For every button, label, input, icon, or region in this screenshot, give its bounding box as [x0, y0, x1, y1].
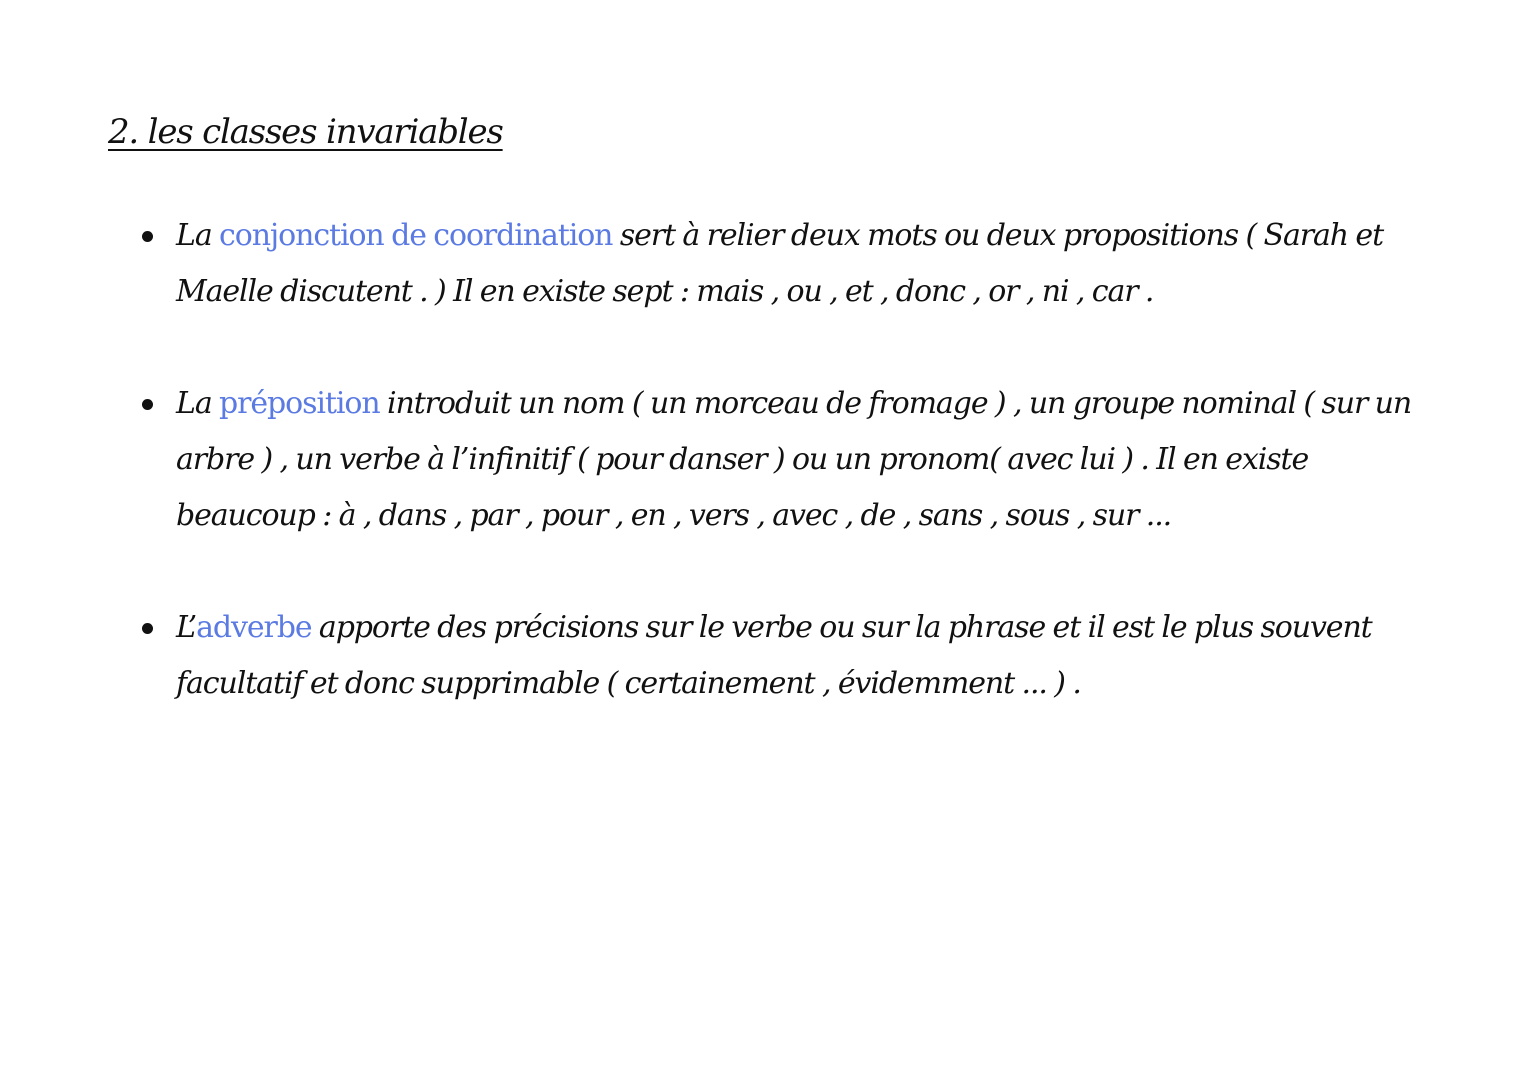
bullet-item-preposition [140, 376, 1430, 544]
term-adverbe: adverbe [196, 610, 312, 645]
bullet-text-before: La [176, 386, 220, 421]
bullet-dot-icon [142, 623, 153, 634]
bullet-text-after: apporte des précisions sur le verbe ou sur la phrase et il est le plus souvent facultatif et donc supprimable ( certainement , évidemment ... ) . [176, 610, 1372, 701]
section-heading: 2. les classes invariables [108, 112, 503, 152]
bullet-list [140, 208, 1430, 712]
bullet-text-after: introduit un nom ( un morceau de fromage ) , un groupe nominal ( sur un arbre ) , un verbe à l’infinitif ( pour danser ) ou un pronom( avec lui ) . Il en existe beaucoup : à , dans , par , pour , en , vers , avec , de , sans , sous , sur ... [176, 386, 1412, 533]
term-conjonction: conjonction de coordination [219, 218, 613, 253]
bullet-text-after: sert à relier deux mots ou deux propositions ( Sarah et Maelle discutent . ) Il en existe sept : mais , ou , et , donc , or , ni , car . [176, 218, 1384, 309]
bullet-dot-icon [142, 399, 153, 410]
bullet-text-before: L’ [176, 610, 197, 645]
bullet-dot-icon [142, 231, 153, 242]
bullet-item-conjonction [140, 208, 1430, 320]
bullet-item-adverbe [140, 600, 1430, 712]
bullet-text-before: La [176, 218, 220, 253]
term-preposition: préposition [219, 386, 380, 421]
